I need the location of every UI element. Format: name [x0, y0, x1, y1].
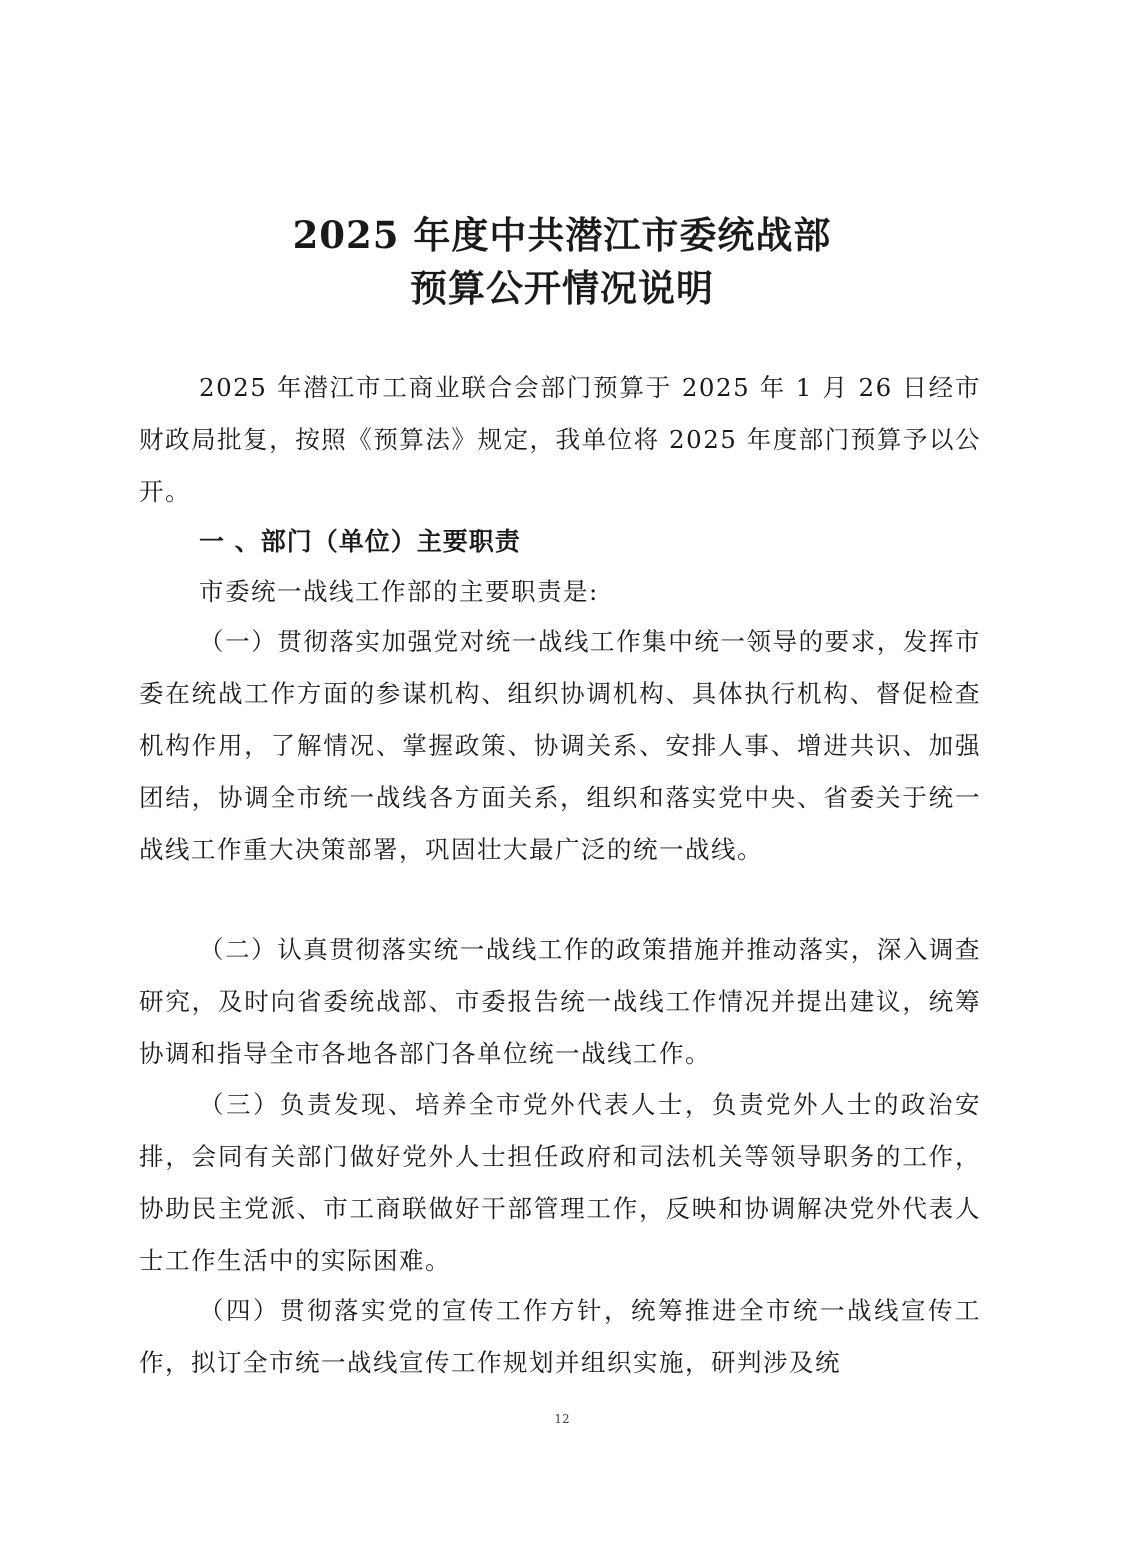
duty-paragraph-4: （四）贯彻落实党的宣传工作方针，统筹推进全市统一战线宣传工作，拟订全市统一战线宣传工作规划并组织实施，研判涉及统 — [139, 1296, 981, 1377]
duty-paragraph-1: （一）贯彻落实加强党对统一战线工作集中统一领导的要求，发挥市委在统战工作方面的参谋机构、组织协调机构、具体执行机构、督促检查机构作用，了解情况、掌握政策、协调关系、安排人事、增进共识、加强团结，协调全市统一战线各方面关系，组织和落实党中央、省委关于统一战线工作重大决策部署，巩固壮大最广泛的统一战线。 — [139, 627, 981, 864]
page-number: 12 — [554, 1412, 570, 1426]
section-heading-main-duties: 一 、部门（单位）主要职责 — [199, 527, 521, 556]
duty-paragraph-3: （三）负责发现、培养全市党外代表人士，负责党外人士的政治安排，会同有关部门做好党外人士担任政府和司法机关等领导职务的工作，协助民主党派、市工商联做好干部管理工作，反映和协调解决党外代表人士工作生活中的实际困难。 — [139, 1090, 981, 1275]
intro-paragraph: 2025 年潜江市工商业联合会部门预算于 2025 年 1 月 26 日经市财政局批复，按照《预算法》规定，我单位将 2025 年度部门预算予以公开。 — [139, 373, 981, 506]
document-title-line-2: 预算公开情况说明 — [410, 266, 714, 310]
document-title-line-1: 2025 年度中共潜江市委统战部 — [292, 213, 832, 257]
duty-paragraph-2: （二）认真贯彻落实统一战线工作的政策措施并推动落实，深入调查研究，及时向省委统战部、市委报告统一战线工作情况并提出建议，统筹协调和指导全市各地各部门各单位统一战线工作。 — [139, 935, 981, 1068]
duties-lead-paragraph: 市委统一战线工作部的主要职责是: — [199, 577, 599, 606]
